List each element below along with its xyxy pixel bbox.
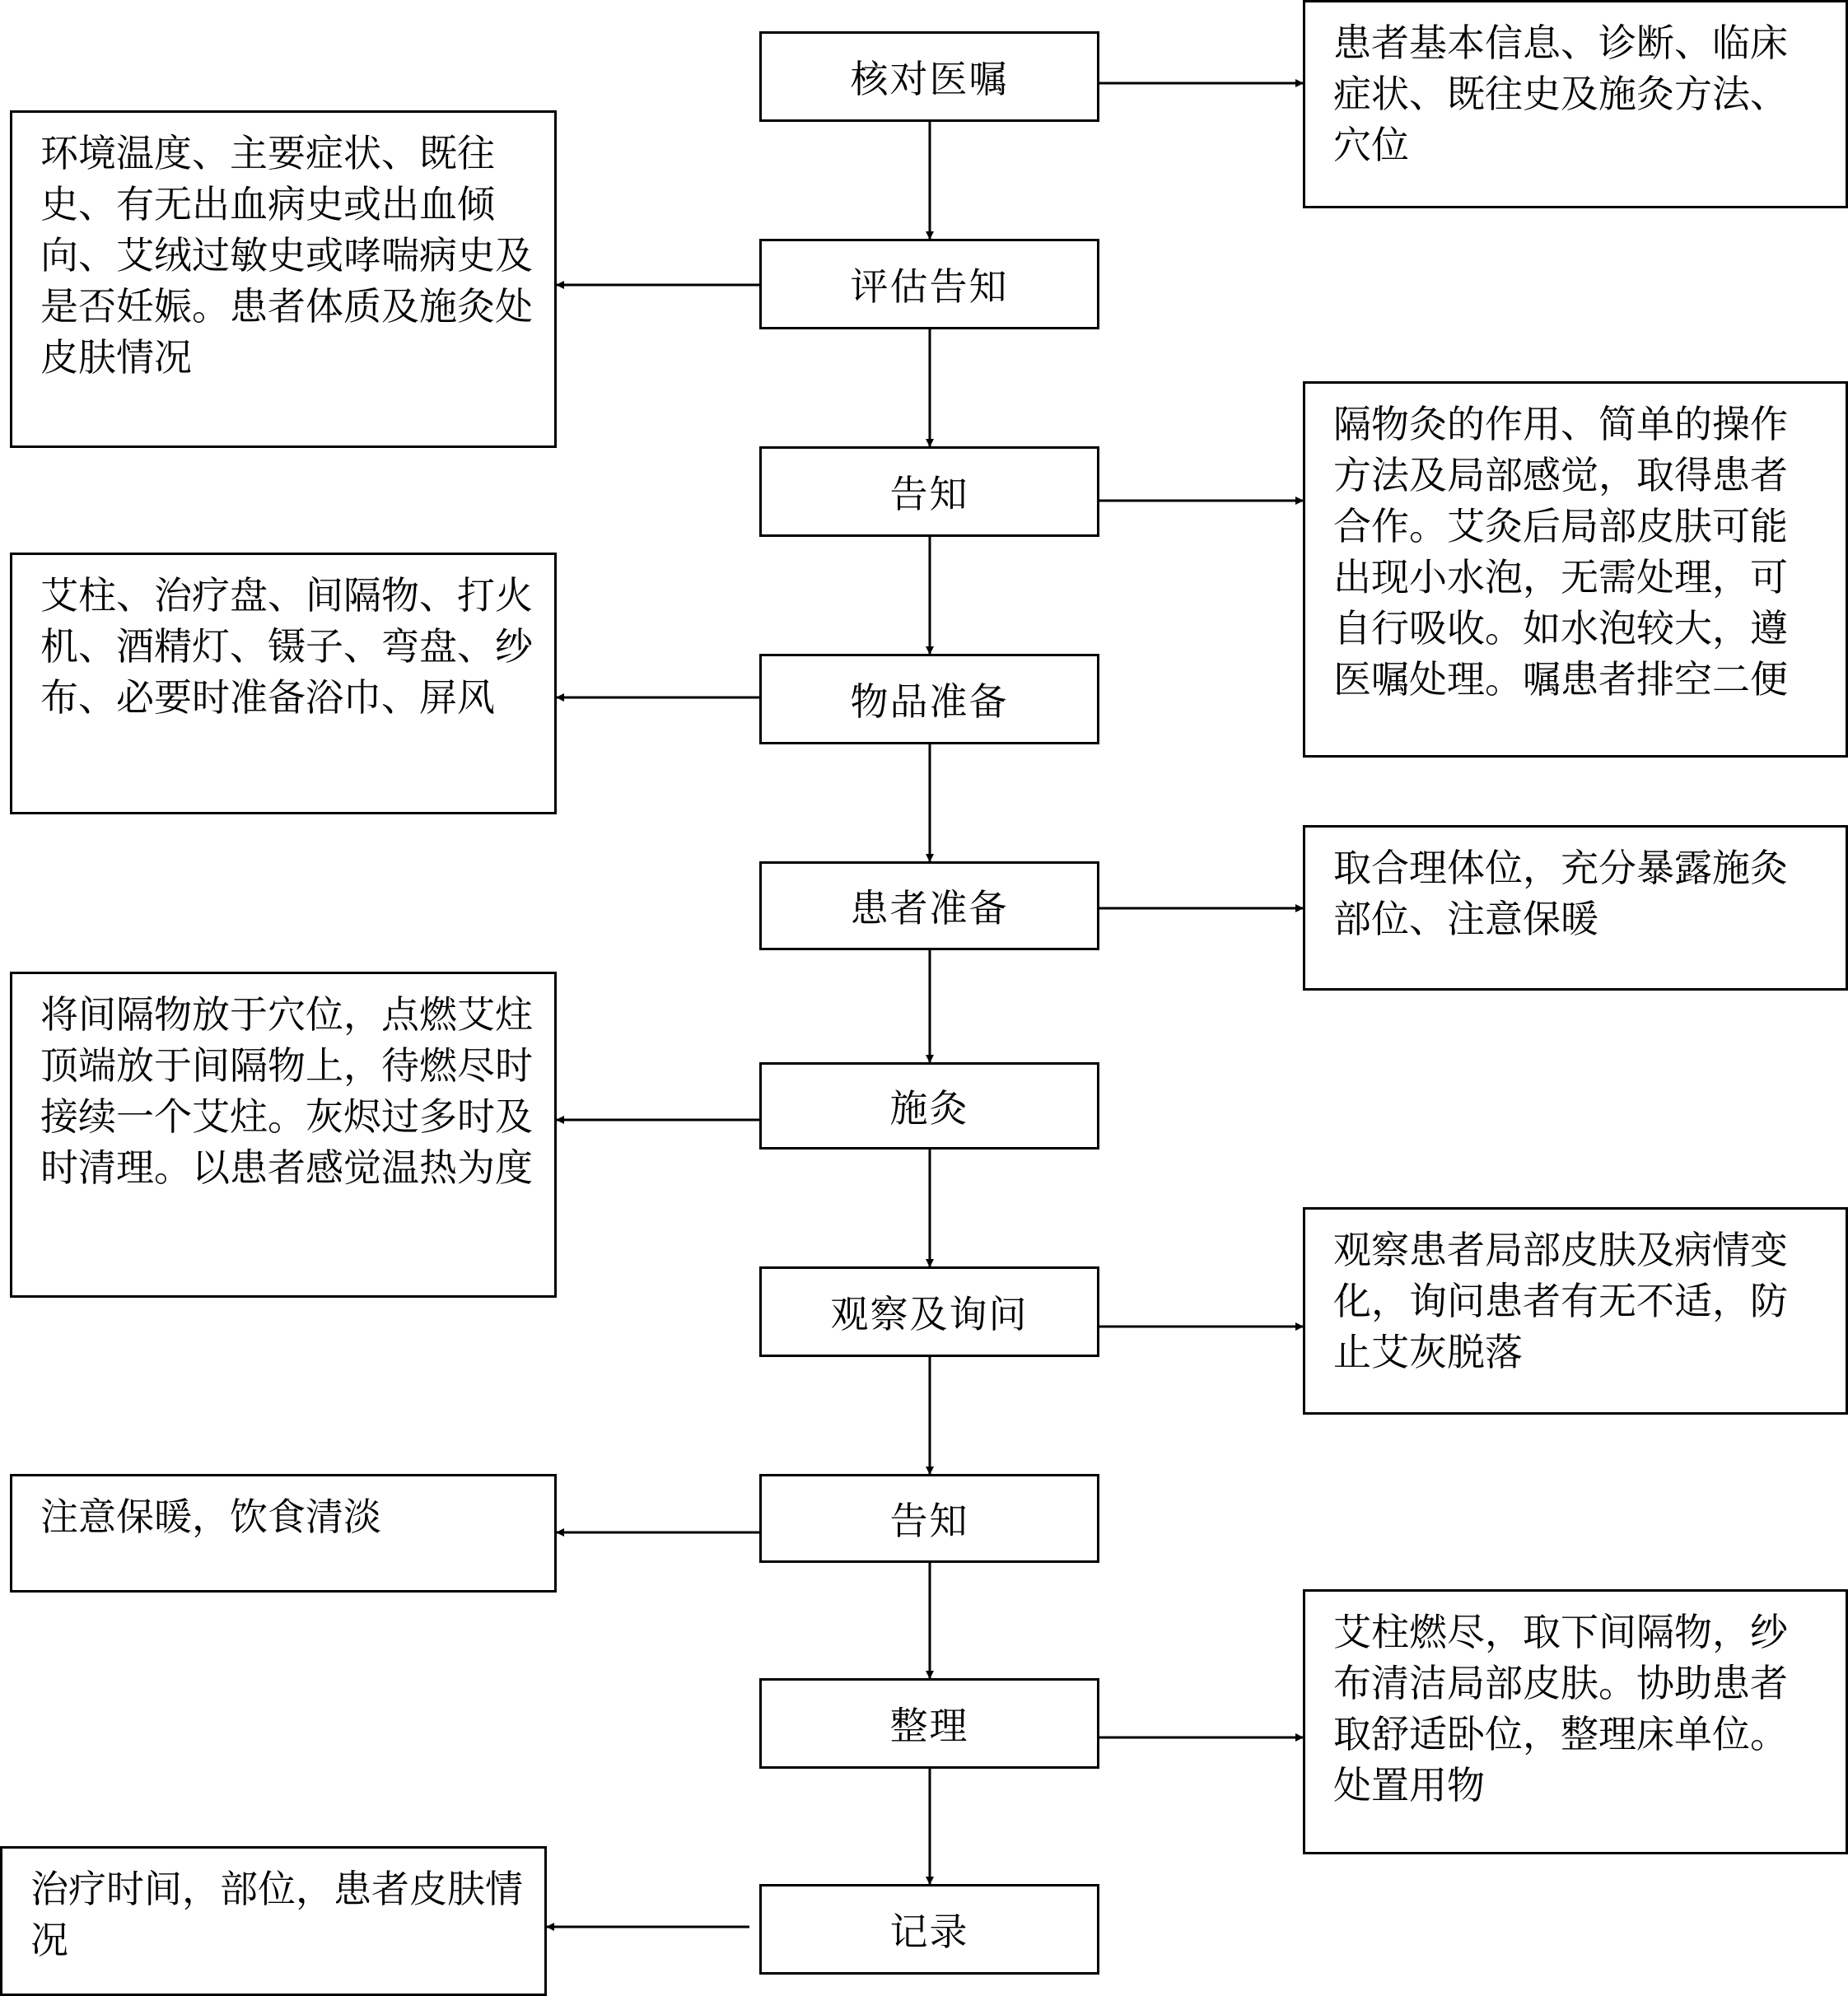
note-text: 艾柱燃尽，取下间隔物，纱布清洁局部皮肤。协助患者取舒适卧位，整理床单位。处置用物 bbox=[1333, 1610, 1788, 1807]
step-inform bbox=[759, 446, 1099, 537]
note-moxibustion bbox=[10, 972, 557, 1298]
note-assess-inform bbox=[10, 110, 557, 448]
note-text: 环境温度、主要症状、既往史、有无出血病史或出血倾向、艾绒过敏史或哮喘病史及是否妊娠。患者体质及施灸处皮肤情况 bbox=[40, 131, 533, 380]
note-text: 将间隔物放于穴位，点燃艾炷顶端放于间隔物上，待燃尽时接续一个艾炷。灰烬过多时及时清理。以患者感觉温热为度 bbox=[40, 992, 533, 1190]
step-verify-order bbox=[759, 31, 1099, 122]
step-label: 整理 bbox=[889, 1704, 969, 1748]
step-label: 患者准备 bbox=[850, 886, 1009, 930]
note-verify-order bbox=[1303, 0, 1848, 208]
step-inform-after bbox=[759, 1474, 1099, 1563]
note-text: 取合理体位，充分暴露施灸部位、注意保暖 bbox=[1333, 846, 1788, 941]
note-text: 注意保暖，饮食清淡 bbox=[40, 1495, 381, 1539]
step-label: 告知 bbox=[889, 472, 969, 516]
step-label: 物品准备 bbox=[850, 679, 1009, 724]
step-label: 施灸 bbox=[889, 1086, 969, 1131]
note-text: 观察患者局部皮肤及病情变化，询问患者有无不适，防止艾灰脱落 bbox=[1333, 1228, 1788, 1374]
step-label: 评估告知 bbox=[850, 264, 1009, 309]
note-tidy bbox=[1303, 1589, 1848, 1854]
note-text: 隔物灸的作用、简单的操作方法及局部感觉，取得患者合作。艾灸后局部皮肤可能出现小水泡，无需处理，可自行吸收。如水泡较大，遵医嘱处理。嘱患者排空二便 bbox=[1333, 402, 1788, 702]
step-label: 核对医嘱 bbox=[850, 57, 1009, 101]
step-patient-prep bbox=[759, 861, 1099, 950]
note-observe bbox=[1303, 1207, 1848, 1415]
step-prepare-supplies bbox=[759, 654, 1099, 744]
note-patient-prep bbox=[1303, 825, 1848, 991]
step-record bbox=[759, 1884, 1099, 1975]
note-record bbox=[0, 1846, 547, 1996]
step-observe-ask bbox=[759, 1266, 1099, 1357]
note-text: 艾柱、治疗盘、间隔物、打火机、酒精灯、镊子、弯盘、纱布、必要时准备浴巾、屏风 bbox=[40, 573, 533, 720]
note-text: 治疗时间，部位，患者皮肤情况 bbox=[30, 1867, 523, 1962]
step-label: 告知 bbox=[889, 1499, 969, 1543]
note-supplies bbox=[10, 553, 557, 814]
note-text: 患者基本信息、诊断、临床症状、既往史及施灸方法、穴位 bbox=[1333, 21, 1788, 167]
step-label: 观察及询问 bbox=[830, 1292, 1029, 1336]
step-assess-inform bbox=[759, 239, 1099, 329]
note-inform-after bbox=[10, 1474, 557, 1593]
note-inform bbox=[1303, 381, 1848, 758]
step-label: 记录 bbox=[889, 1910, 969, 1954]
step-tidy bbox=[759, 1678, 1099, 1769]
step-moxibustion bbox=[759, 1062, 1099, 1150]
